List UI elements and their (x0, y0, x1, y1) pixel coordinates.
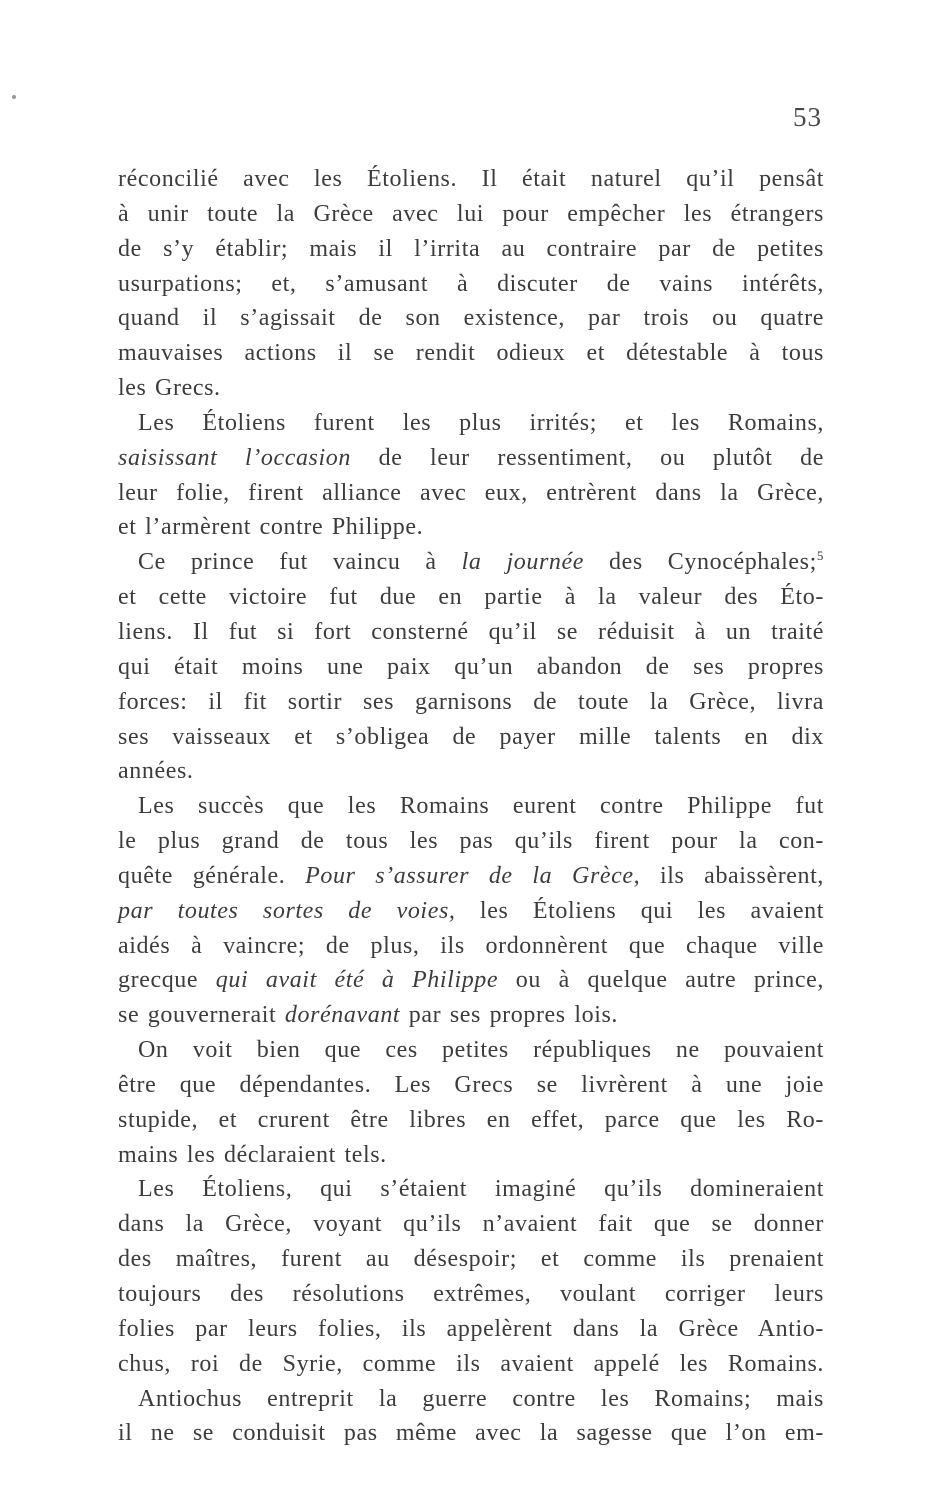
page-number: 53 (793, 102, 822, 132)
text-line (118, 1207, 824, 1242)
text-line (118, 859, 824, 894)
text-segment: ses vaisseaux et s’obligea de payer mille talents en dix (118, 723, 824, 750)
text-segment: forces: il fit sortir ses garnisons de toute la Grèce, livra (118, 688, 824, 715)
text-line (118, 754, 824, 789)
text-segment: On voit bien que ces petites républiques ne pouvaient (138, 1037, 824, 1064)
text-segment: se gouvernerait (118, 1002, 285, 1029)
text-line (118, 580, 824, 615)
text-segment: à unir toute la Grèce avec lui pour empêcher les étrangers (118, 200, 824, 227)
text-segment: des maîtres, furent au désespoir; et comme ils prenaient (118, 1246, 824, 1273)
text-segment: être que dépendantes. Les Grecs se livrèrent à une joie (118, 1071, 824, 1098)
text-segment: dans la Grèce, voyant qu’ils n’avaient fait que se donner (118, 1211, 824, 1238)
text-segment: stupide, et crurent être libres en effet, parce que les Ro- (118, 1106, 824, 1133)
text-segment: et l’armèrent contre Philippe. (118, 514, 424, 541)
text-line (118, 998, 824, 1033)
text-line (118, 1033, 824, 1068)
text-line (118, 162, 824, 197)
text-segment: de s’y établir; mais il l’irrita au contraire par de petites (118, 235, 824, 262)
text-line (118, 1312, 824, 1347)
text-line (118, 232, 824, 267)
text-segment: Ce prince fut vaincu à (138, 549, 462, 576)
text-line (118, 197, 824, 232)
text-line (118, 371, 824, 406)
text-line (118, 685, 824, 720)
text-segment: mains les déclaraient tels. (118, 1141, 387, 1168)
text-line (118, 615, 824, 650)
text-line (118, 476, 824, 511)
text-line (118, 1347, 824, 1382)
text-segment: années. (118, 758, 194, 785)
text-line (118, 650, 824, 685)
text-segment: il ne se conduisit pas même avec la sagesse que l’on em- (118, 1420, 824, 1447)
text-segment: les Grecs. (118, 375, 221, 402)
text-line (118, 1277, 824, 1312)
text-segment: folies par leurs folies, ils appelèrent dans la Grèce Antio- (118, 1315, 824, 1342)
italic-text: qui avait été à Philippe (215, 967, 499, 994)
text-segment: réconcilié avec les Étoliens. Il était naturel qu’il pensât (118, 166, 824, 192)
text-segment: Les Étoliens, qui s’étaient imaginé qu’ils domineraient (138, 1176, 824, 1203)
text-segment: ou à quelque autre prince, (498, 967, 824, 994)
text-line (118, 441, 824, 476)
text-segment: de leur ressentiment, ou plutôt de (350, 444, 825, 471)
text-line (118, 336, 824, 371)
text-segment: par ses propres lois. (400, 1002, 619, 1029)
text-segment: Antiochus entreprit la guerre contre les Romains; mais (138, 1385, 824, 1412)
text-line (118, 894, 824, 929)
text-line (118, 1068, 824, 1103)
text-line (118, 545, 824, 580)
text-segment: ils abaissèrent, (640, 862, 825, 889)
text-line (118, 1242, 824, 1277)
text-segment: leur folie, firent alliance avec eux, entrèrent dans la Grèce, (118, 479, 824, 506)
text-segment: qui était moins une paix qu’un abandon de ses propres (118, 653, 824, 680)
text-segment: aidés à vaincre; de plus, ils ordonnèrent que chaque ville (118, 932, 824, 959)
text-line (118, 1103, 824, 1138)
text-segment: quand il s’agissait de son existence, par trois ou quatre (118, 305, 824, 332)
text-line (118, 789, 824, 824)
body-text (118, 162, 824, 1451)
text-segment: mauvaises actions il se rendit odieux et détestable à tous (118, 340, 824, 367)
text-segment: liens. Il fut si fort consterné qu’il se réduisit à un traité (118, 618, 824, 645)
italic-text: la journée (461, 549, 585, 576)
text-line (118, 824, 824, 859)
text-segment: toujours des résolutions extrêmes, voulant corriger leurs (118, 1281, 824, 1307)
text-segment: Les succès que les Romains eurent contre Philippe fut (138, 793, 824, 820)
italic-text: saisissant l’occasion (118, 444, 351, 471)
text-line (118, 1382, 824, 1417)
text-line (118, 720, 824, 755)
scan-speck (12, 95, 16, 99)
italic-text: dorénavant (284, 1002, 401, 1029)
text-line (118, 1416, 824, 1451)
text-segment: des Cynocéphales; (584, 549, 817, 576)
text-segment: usurpations; et, s’amusant à discuter de vains intérêts, (118, 270, 824, 297)
text-segment: Les Étoliens furent les plus irrités; et les Romains, (138, 409, 824, 436)
italic-text: par toutes sortes de voies, (118, 897, 456, 924)
text-segment: chus, roi de Syrie, comme ils avaient appelé les Romains. (118, 1350, 824, 1377)
text-line (118, 406, 824, 441)
text-segment: grecque (118, 967, 216, 994)
footnote-marker: 5 (816, 548, 824, 564)
italic-text: Pour s’assurer de la Grèce, (305, 862, 641, 889)
text-line (118, 1172, 824, 1207)
text-line (118, 301, 824, 336)
text-line (118, 1138, 824, 1173)
text-line (118, 510, 824, 545)
text-segment: le plus grand de tous les pas qu’ils firent pour la con- (118, 828, 824, 855)
text-line (118, 267, 824, 302)
text-segment: quête générale. (118, 862, 306, 889)
text-line (118, 963, 824, 998)
text-line (118, 929, 824, 964)
text-segment: et cette victoire fut due en partie à la valeur des Éto- (118, 584, 824, 611)
text-segment: les Étoliens qui les avaient (455, 897, 824, 924)
